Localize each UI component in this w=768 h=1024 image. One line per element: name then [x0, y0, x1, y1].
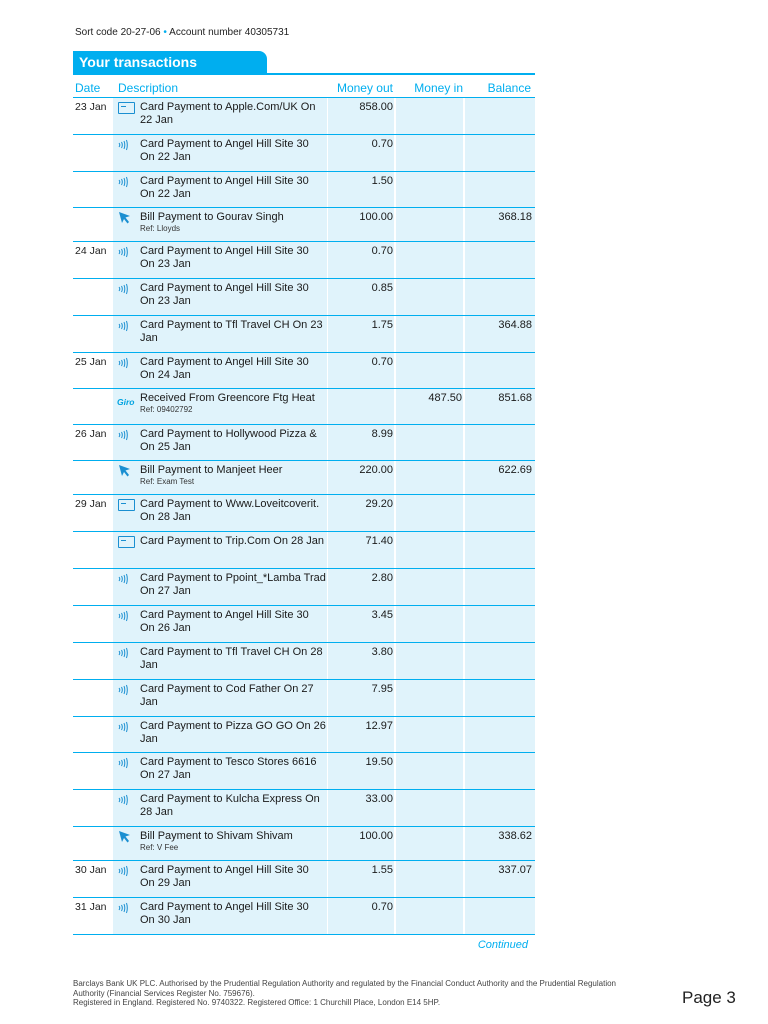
money-out-amount: 0.70 — [371, 901, 393, 913]
description-text: Card Payment to Trip.Com On 28 Jan — [140, 535, 325, 547]
money-out-amount: 71.40 — [365, 535, 393, 547]
cell-background — [465, 606, 535, 643]
transaction-description — [140, 211, 326, 234]
description-text: Card Payment to Tesco Stores 6616 On 27 Jan — [140, 756, 317, 781]
cell-background — [396, 208, 463, 242]
transaction-date: 29 Jan — [75, 498, 107, 510]
description-text: Bill Payment to Manjeet Heer — [140, 464, 283, 476]
description-text: Received From Greencore Ftg Heat — [140, 392, 315, 404]
transaction-reference: Ref: Lloyds — [140, 224, 181, 233]
transaction-description — [140, 101, 326, 127]
description-text: Card Payment to Angel Hill Site 30 On 22 Jan — [140, 175, 309, 200]
table-row — [0, 569, 768, 606]
table-row — [0, 643, 768, 680]
description-text: Card Payment to Pizza GO GO On 26 Jan — [140, 720, 326, 745]
cell-background — [396, 680, 463, 717]
table-row — [0, 790, 768, 827]
table-row — [0, 98, 768, 135]
footer-line-1: Barclays Bank UK PLC. Authorised by the Prudential Regulation Authority and regulated by the Financial Conduct Authority and the Prudential Regulation Authority (Financial Services Register No. 759676). — [73, 979, 616, 998]
table-row — [0, 532, 768, 569]
transaction-date: 24 Jan — [75, 245, 107, 257]
card-icon — [118, 535, 136, 549]
cell-background — [465, 753, 535, 790]
transaction-description — [140, 428, 326, 454]
table-row — [0, 606, 768, 643]
transaction-description — [140, 175, 326, 201]
cell-background — [465, 425, 535, 461]
money-out-amount: 7.95 — [371, 683, 393, 695]
cell-background — [465, 569, 535, 606]
money-out-amount: 3.80 — [371, 646, 393, 658]
contactless-icon — [118, 245, 136, 259]
contactless-icon — [118, 428, 136, 442]
transaction-date: 25 Jan — [75, 356, 107, 368]
description-text: Card Payment to Angel Hill Site 30 On 22 Jan — [140, 138, 309, 163]
cell-background — [465, 495, 535, 532]
cell-background — [396, 135, 463, 172]
card-icon — [118, 498, 136, 512]
cell-background — [396, 643, 463, 680]
contactless-icon — [118, 901, 136, 915]
money-out-amount: 19.50 — [365, 756, 393, 768]
balance-amount: 364.88 — [498, 319, 532, 331]
section-title: Your transactions — [73, 51, 267, 74]
transaction-date: 31 Jan — [75, 901, 107, 913]
cursor-icon — [118, 211, 136, 225]
money-out-amount: 220.00 — [359, 464, 393, 476]
contactless-icon — [118, 793, 136, 807]
cell-background — [396, 353, 463, 389]
money-out-amount: 0.70 — [371, 138, 393, 150]
description-text: Bill Payment to Gourav Singh — [140, 211, 284, 223]
description-text: Card Payment to Apple.Com/UK On 22 Jan — [140, 101, 316, 126]
money-in-amount: 487.50 — [428, 392, 462, 404]
transaction-description — [140, 756, 326, 782]
contactless-icon — [118, 282, 136, 296]
cell-background — [465, 172, 535, 208]
description-text: Card Payment to Www.Loveitcoverit. On 28 Jan — [140, 498, 320, 523]
transaction-date: 26 Jan — [75, 428, 107, 440]
contactless-icon — [118, 756, 136, 770]
transaction-date: 30 Jan — [75, 864, 107, 876]
transaction-description — [140, 609, 326, 635]
contactless-icon — [118, 356, 136, 370]
col-header-money-out: Money out — [336, 81, 393, 95]
table-row — [0, 279, 768, 316]
row-divider — [73, 934, 535, 935]
table-row — [0, 135, 768, 172]
cell-background — [396, 861, 463, 898]
balance-amount: 338.62 — [498, 830, 532, 842]
transaction-description — [140, 901, 326, 927]
transaction-description — [140, 282, 326, 308]
description-text: Card Payment to Angel Hill Site 30 On 30 Jan — [140, 901, 309, 926]
transaction-description — [140, 720, 326, 746]
description-text: Card Payment to Tfl Travel CH On 23 Jan — [140, 319, 323, 344]
table-row — [0, 753, 768, 790]
cell-background — [396, 827, 463, 861]
cell-background — [465, 643, 535, 680]
money-out-amount: 0.85 — [371, 282, 393, 294]
money-out-amount: 8.99 — [371, 428, 393, 440]
cell-background — [465, 898, 535, 935]
cell-background — [465, 790, 535, 827]
transaction-description — [140, 356, 326, 382]
contactless-icon — [118, 138, 136, 152]
balance-amount: 851.68 — [498, 392, 532, 404]
money-out-amount: 100.00 — [359, 830, 393, 842]
col-header-balance: Balance — [487, 81, 531, 95]
money-out-amount: 12.97 — [365, 720, 393, 732]
balance-amount: 368.18 — [498, 211, 532, 223]
cell-background — [465, 353, 535, 389]
transaction-description — [140, 464, 326, 487]
cell-background — [465, 717, 535, 753]
table-row — [0, 717, 768, 753]
table-row — [0, 827, 768, 861]
description-text: Card Payment to Angel Hill Site 30 On 26 Jan — [140, 609, 309, 634]
table-row — [0, 316, 768, 353]
sort-code: Sort code 20-27-06 — [75, 27, 161, 38]
cell-background — [396, 98, 463, 135]
money-out-amount: 1.50 — [371, 175, 393, 187]
description-text: Card Payment to Ppoint_*Lamba Trad On 27 Jan — [140, 572, 326, 597]
description-text: Card Payment to Angel Hill Site 30 On 23 Jan — [140, 282, 309, 307]
transaction-description — [140, 830, 326, 853]
cell-background — [465, 532, 535, 569]
contactless-icon — [118, 175, 136, 189]
cell-background — [396, 898, 463, 935]
page-number: Page 3 — [682, 988, 736, 1007]
cell-background — [396, 790, 463, 827]
cell-background — [465, 279, 535, 316]
transaction-reference: Ref: V Fee — [140, 843, 179, 852]
money-out-amount: 1.75 — [371, 319, 393, 331]
account-header — [75, 27, 289, 38]
money-out-amount: 33.00 — [365, 793, 393, 805]
giro-icon — [117, 392, 135, 406]
table-row — [0, 389, 768, 425]
transaction-description — [140, 864, 326, 890]
transaction-description — [140, 572, 326, 598]
money-out-amount: 2.80 — [371, 572, 393, 584]
transaction-description — [140, 245, 326, 271]
cell-background — [396, 606, 463, 643]
balance-amount: 337.07 — [498, 864, 532, 876]
cell-background — [396, 717, 463, 753]
cell-background — [396, 279, 463, 316]
cell-background — [396, 242, 463, 279]
cell-background — [396, 495, 463, 532]
money-out-amount: 29.20 — [365, 498, 393, 510]
cell-background — [396, 532, 463, 569]
table-row — [0, 353, 768, 389]
col-header-money-in: Money in — [414, 81, 463, 95]
money-out-amount: 100.00 — [359, 211, 393, 223]
description-text: Bill Payment to Shivam Shivam — [140, 830, 293, 842]
description-text: Card Payment to Angel Hill Site 30 On 29 Jan — [140, 864, 309, 889]
transaction-description — [140, 683, 326, 709]
description-text: Card Payment to Cod Father On 27 Jan — [140, 683, 314, 708]
cell-background — [328, 389, 394, 425]
description-text: Card Payment to Angel Hill Site 30 On 23 Jan — [140, 245, 309, 270]
description-text: Card Payment to Angel Hill Site 30 On 24 Jan — [140, 356, 309, 381]
transaction-description — [140, 392, 326, 415]
description-text: Card Payment to Tfl Travel CH On 28 Jan — [140, 646, 323, 671]
cell-background — [465, 680, 535, 717]
table-row — [0, 172, 768, 208]
table-row — [0, 495, 768, 532]
table-row — [0, 898, 768, 935]
table-row — [0, 208, 768, 242]
contactless-icon — [118, 319, 136, 333]
footer-line-2: Registered in England. Registered No. 9740322. Registered Office: 1 Churchill Place, London E14 5HP. — [73, 998, 441, 1007]
cell-background — [396, 172, 463, 208]
cell-background — [396, 425, 463, 461]
description-text: Card Payment to Hollywood Pizza & On 25 Jan — [140, 428, 317, 453]
cursor-icon — [118, 830, 136, 844]
separator-dot: • — [163, 27, 167, 38]
table-row — [0, 680, 768, 717]
table-row — [0, 242, 768, 279]
card-icon — [118, 101, 136, 115]
cell-background — [396, 569, 463, 606]
balance-amount: 622.69 — [498, 464, 532, 476]
cell-background — [465, 135, 535, 172]
footer — [73, 979, 633, 1008]
money-out-amount: 3.45 — [371, 609, 393, 621]
table-row — [0, 461, 768, 495]
money-out-amount: 0.70 — [371, 245, 393, 257]
contactless-icon — [118, 572, 136, 586]
giro-label: Giro — [117, 397, 135, 407]
contactless-icon — [118, 646, 136, 660]
transaction-reference: Ref: Exam Test — [140, 477, 195, 486]
col-header-description: Description — [118, 81, 179, 95]
cell-background — [396, 316, 463, 353]
table-row — [0, 425, 768, 461]
cursor-icon — [118, 464, 136, 478]
continued-label: Continued — [477, 939, 528, 951]
account-number: Account number 40305731 — [169, 27, 290, 38]
contactless-icon — [118, 609, 136, 623]
money-out-amount: 1.55 — [371, 864, 393, 876]
cell-background — [396, 461, 463, 495]
transaction-description — [140, 498, 326, 524]
transaction-description — [140, 535, 326, 548]
money-out-amount: 0.70 — [371, 356, 393, 368]
money-out-amount: 858.00 — [359, 101, 393, 113]
contactless-icon — [118, 720, 136, 734]
transaction-description — [140, 138, 326, 164]
cell-background — [465, 242, 535, 279]
transaction-description — [140, 646, 326, 672]
title-divider — [73, 73, 535, 75]
transaction-date: 23 Jan — [75, 101, 107, 113]
transaction-reference: Ref: 09402792 — [140, 405, 193, 414]
transaction-description — [140, 319, 326, 345]
cell-background — [465, 98, 535, 135]
transaction-description — [140, 793, 326, 819]
col-header-date: Date — [75, 81, 101, 95]
contactless-icon — [118, 864, 136, 878]
contactless-icon — [118, 683, 136, 697]
table-row — [0, 861, 768, 898]
cell-background — [396, 753, 463, 790]
description-text: Card Payment to Kulcha Express On 28 Jan — [140, 793, 320, 818]
